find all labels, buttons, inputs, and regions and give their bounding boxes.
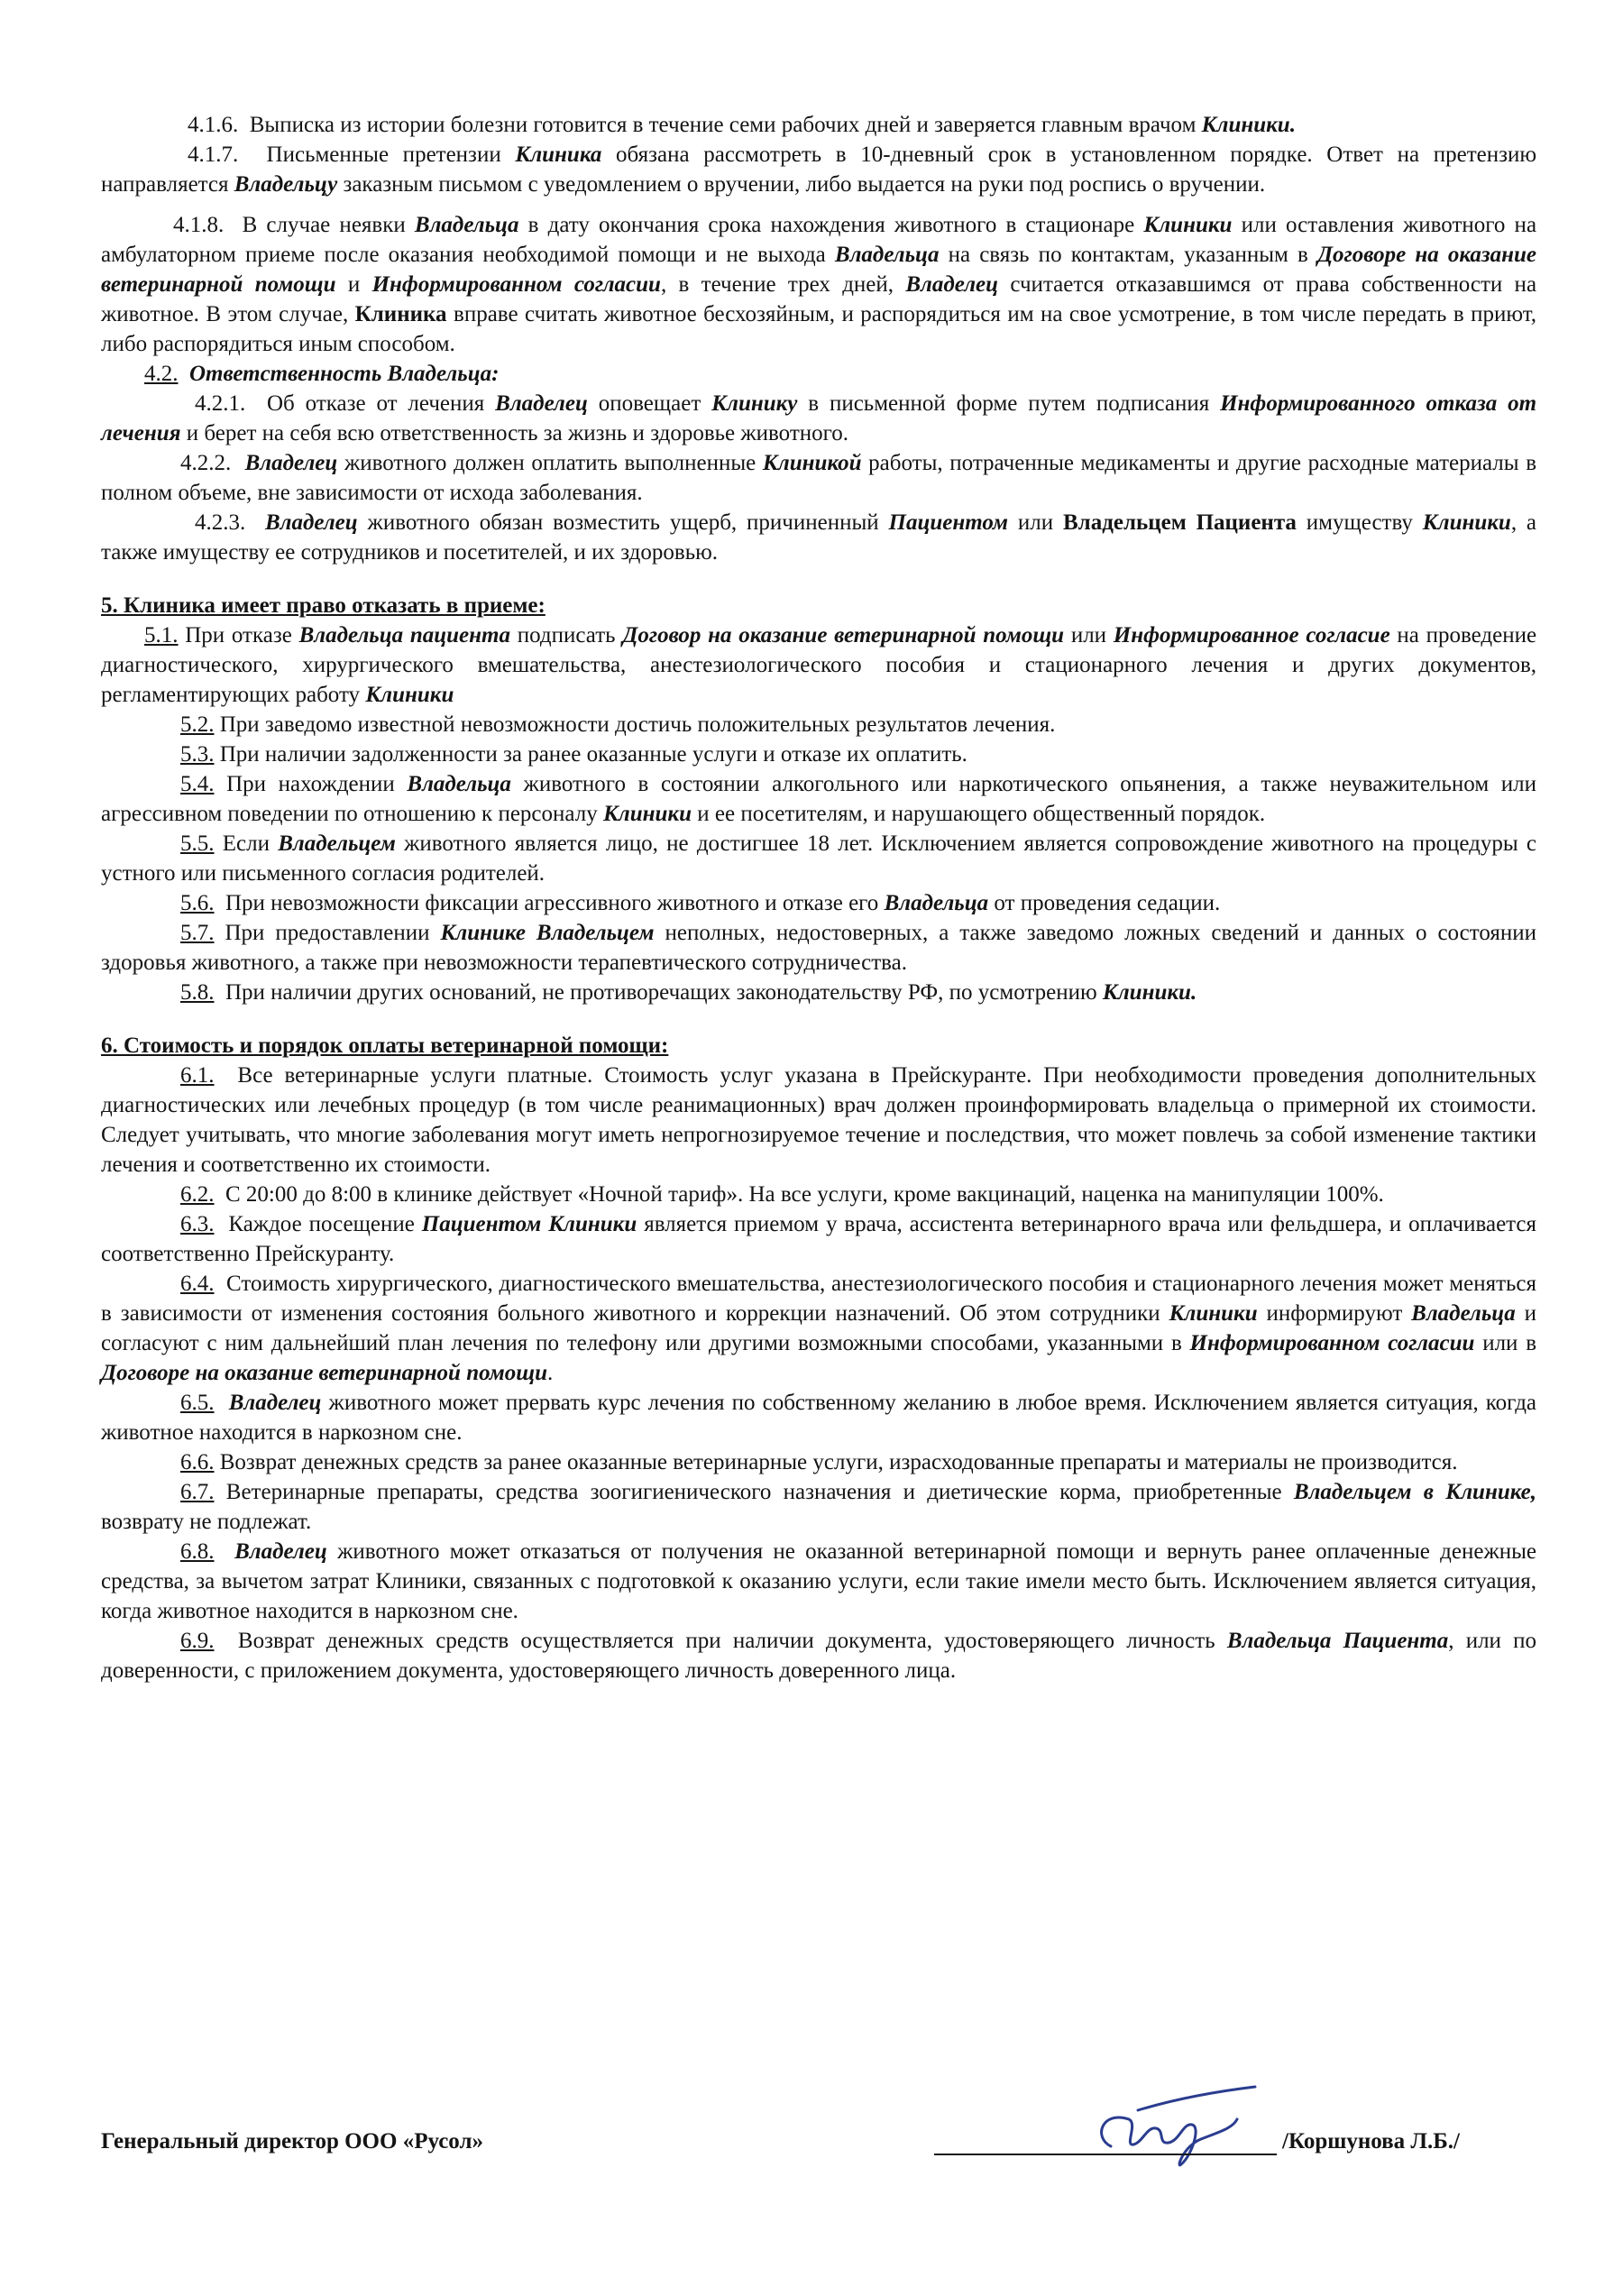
signature-line <box>934 2154 1277 2155</box>
clause-5-8: 5.8. При наличии других оснований, не противоречащих законодательству РФ, по усмотрению Клиники. <box>180 980 1197 1005</box>
clause-6-8: 6.8. Владелец животного может отказаться от получения не оказанной ветеринарной помощи и вернуть ранее оплаченные денежные средства, за вычетом затрат Клиники, связанных с подготовкой к оказанию услуги, если такие имели место быть. Исключением является ситуация, когда животное находится в наркозном сне. <box>101 1539 1537 1623</box>
clause-6-1: 6.1. Все ветеринарные услуги платные. Стоимость услуг указана в Прейскуранте. При необходимости проведения дополнительных диагностических или лечебных процедур (в том числе реанимационных) врач должен проинформировать владельца о примерной их стоимости. Следует учитывать, что многие заболевания могут иметь непрогнозируемое течение и последствия, что может повлечь за собой изменение тактики лечения и соответственно их стоимости. <box>101 1063 1537 1177</box>
clause-5-1: 5.1. При отказе Владельца пациента подписать Договор на оказание ветеринарной помощи или Информированное согласие на проведение диагностического, хирургического вмешательства, анестезиологического пособия и стационарного лечения и других документов, регламентирующих работу Клиники <box>101 623 1537 707</box>
clause-4-2-1: 4.2.1. Об отказе от лечения Владелец оповещает Клинику в письменной форме путем подписания Информированного отказа от лечения и берет на себя всю ответственность за жизнь и здоровье животного. <box>101 391 1537 445</box>
clause-4-1-8: 4.1.8. В случае неявки Владельца в дату окончания срока нахождения животного в стационаре Клиники или оставления животного на амбулаторном приеме после оказания необходимой помощи и не выхода Владельца на связь по контактам, указанным в Договоре на оказание ветеринарной помощи и Информированном согласии, в течение трех дней, Владелец считается отказавшимся от права собственности на животное. В этом случае, Клиника вправе считать животное бесхозяйным, и распорядиться им на свое усмотрение, в том числе передать в приют, либо распорядиться иным способом. <box>101 213 1537 356</box>
clause-6-3: 6.3. Каждое посещение Пациентом Клиники является приемом у врача, ассистента ветеринарного врача или фельдшера, и оплачивается соответственно Прейскуранту. <box>101 1212 1536 1266</box>
clause-5-6: 5.6. При невозможности фиксации агрессивного животного и отказе его Владельца от проведения седации. <box>180 891 1221 915</box>
clause-4-2-3: 4.2.3. Владелец животного обязан возместить ущерб, причиненный Пациентом или Владельцем Пациента имуществу Клиники, а также имуществу ее сотрудников и посетителей, и их здоровью. <box>101 510 1537 565</box>
section-5-heading: 5. Клиника имеет право отказать в приеме: <box>101 593 546 618</box>
clause-6-6: 6.6. Возврат денежных средств за ранее оказанные ветеринарные услуги, израсходованные препараты и материалы не производится. <box>180 1450 1458 1474</box>
clause-5-3: 5.3. При наличии задолженности за ранее оказанные услуги и отказе их оплатить. <box>180 742 967 767</box>
handwritten-signature-icon <box>1075 2083 1273 2173</box>
signatory-name: /Коршунова Л.Б./ <box>1282 2129 1460 2154</box>
clause-5-2: 5.2. При заведомо известной невозможности достичь положительных результатов лечения. <box>180 712 1056 737</box>
clause-4-1-7: 4.1.7. Письменные претензии Клиника обязана рассмотреть в 10-дневный срок в установленном порядке. Ответ на претензию направляется Владельцу заказным письмом с уведомлением о вручении, либо выдается на руки под роспись о вручении. <box>101 142 1537 197</box>
subsection-4-2-title: 4.2. Ответственность Владельца: <box>144 362 500 386</box>
clause-5-4: 5.4. При нахождении Владельца животного в состоянии алкогольного или наркотического опьянения, а также неуважительном или агрессивном поведении по отношению к персоналу Клиники и ее посетителям, и нарушающего общественный порядок. <box>101 772 1536 826</box>
clause-6-9: 6.9. Возврат денежных средств осуществляется при наличии документа, удостоверяющего личность Владельца Пациента, или по доверенности, с приложением документа, удостоверяющего личность доверенного лица. <box>101 1629 1537 1683</box>
section-6-heading: 6. Стоимость и порядок оплаты ветеринарной помощи: <box>101 1033 669 1058</box>
clause-6-7: 6.7. Ветеринарные препараты, средства зоогигиенического назначения и диетические корма, приобретенные Владельцем в Клинике, возврату не подлежат. <box>101 1480 1537 1534</box>
signatory-position: Генеральный директор ООО «Русол» <box>101 2129 483 2154</box>
clause-4-1-6: 4.1.6. Выписка из истории болезни готовится в течение семи рабочих дней и заверяется главным врачом Клиники. <box>188 113 1296 137</box>
signature-block <box>101 2101 1536 2182</box>
clause-6-5: 6.5. Владелец животного может прервать курс лечения по собственному желанию в любое время. Исключением является ситуация, когда животное находится в наркозном сне. <box>101 1391 1537 1445</box>
clause-5-5: 5.5. Если Владельцем животного является лицо, не достигшее 18 лет. Исключением является сопровождение животного на процедуры с устного или письменного согласия родителей. <box>101 831 1537 886</box>
clause-5-7: 5.7. При предоставлении Клинике Владельцем неполных, недостоверных, а также заведомо ложных сведений и данных о состоянии здоровья животного, а также при невозможности терапевтического сотрудничества. <box>101 921 1537 975</box>
clause-4-2-2: 4.2.2. Владелец животного должен оплатить выполненные Клиникой работы, потраченные медикаменты и другие расходные материалы в полном объеме, вне зависимости от исхода заболевания. <box>101 451 1537 505</box>
clause-6-2: 6.2. С 20:00 до 8:00 в клинике действует «Ночной тариф». На все услуги, кроме вакцинаций, наценка на манипуляции 100%. <box>180 1182 1384 1207</box>
clause-6-4: 6.4. Стоимость хирургического, диагностического вмешательства, анестезиологического пособия и стационарного лечения может меняться в зависимости от изменения состояния больного животного и коррекции назначений. Об этом сотрудники Клиники информируют Владельца и согласуют с ним дальнейший план лечения по телефону или другими возможными способами, указанными в Информированном согласии или в Договоре на оказание ветеринарной помощи. <box>101 1272 1537 1385</box>
